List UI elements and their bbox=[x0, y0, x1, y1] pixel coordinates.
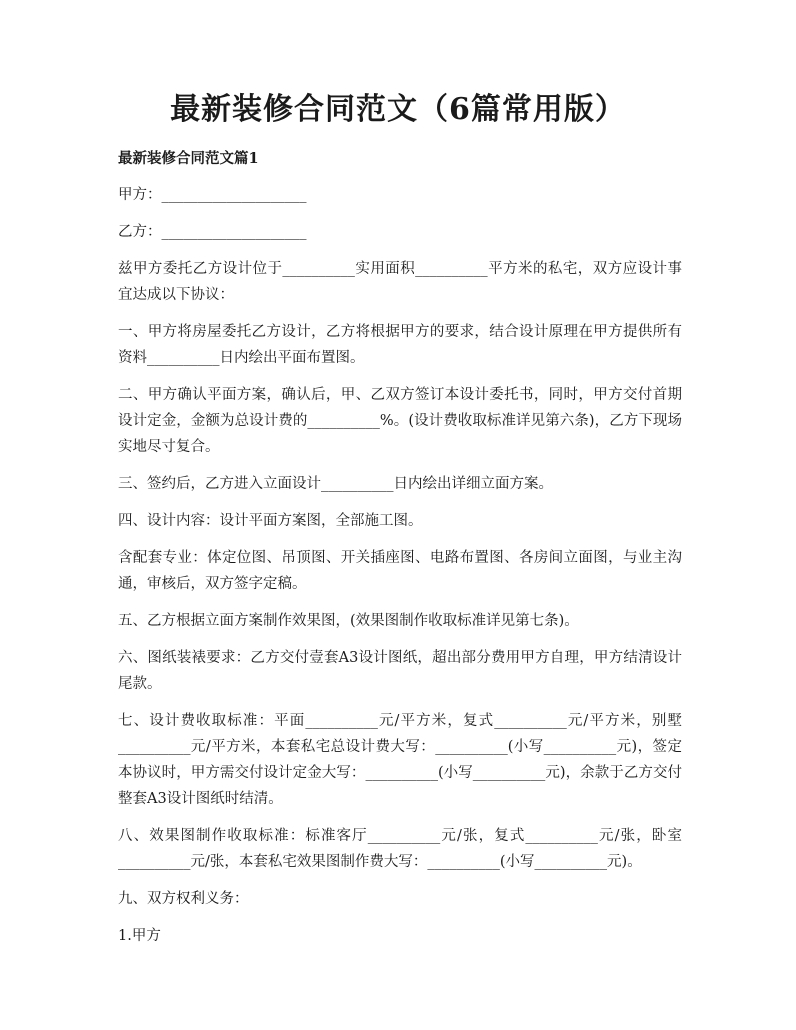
clause-4: 四、设计内容：设计平面方案图，全部施工图。 bbox=[118, 513, 423, 529]
clause-9: 九、双方权利义务： bbox=[118, 891, 249, 907]
clause-1: 一、甲方将房屋委托乙方设计，乙方将根据甲方的要求，结合设计原理在甲方提供所有资料__________日内绘出平面布置图。 bbox=[118, 324, 682, 366]
clause-3: 三、签约后，乙方进入立面设计__________日内绘出详细立面方案。 bbox=[118, 476, 553, 492]
section-heading: 最新装修合同范文篇1 bbox=[118, 150, 259, 167]
clause-2: 二、甲方确认平面方案，确认后，甲、乙双方签订本设计委托书，同时，甲方交付首期设计定金，金额为总设计费的__________%。(设计费收取标准详见第六条)，乙方下现场实地尽寸复合。 bbox=[118, 387, 682, 455]
clause-4-detail: 含配套专业：体定位图、吊顶图、开关插座图、电路布置图、各房间立面图，与业主沟通，审核后，双方签字定稿。 bbox=[118, 550, 682, 592]
document-body bbox=[118, 146, 682, 960]
party-b-line: 乙方：____________________ bbox=[118, 224, 307, 240]
party-a-line: 甲方：____________________ bbox=[118, 187, 307, 203]
clause-9-party-a: 1.甲方 bbox=[118, 928, 161, 944]
clause-8: 八、效果图制作收取标准：标准客厅__________元/张，复式__________元/张，卧室__________元/张，本套私宅效果图制作费大写：__________(小写__________元)。 bbox=[118, 828, 682, 870]
clause-7: 七、设计费收取标准：平面__________元/平方米，复式__________元/平方米，别墅__________元/平方米，本套私宅总设计费大写：__________(小写__________元)，签定本协议时，甲方需交付设计定金大写：__________(小写__________元)，余款于乙方交付整套A3设计图纸时结清。 bbox=[118, 713, 682, 807]
document-title: 最新装修合同范文（6篇常用版） bbox=[170, 92, 626, 127]
clause-6: 六、图纸装裱要求：乙方交付壹套A3设计图纸，超出部分费用甲方自理，甲方结清设计尾款。 bbox=[118, 650, 682, 692]
intro-paragraph: 兹甲方委托乙方设计位于__________实用面积__________平方米的私宅，双方应设计事宜达成以下协议： bbox=[118, 261, 682, 303]
clause-5: 五、乙方根据立面方案制作效果图，(效果图制作收取标准详见第七条)。 bbox=[118, 613, 579, 629]
